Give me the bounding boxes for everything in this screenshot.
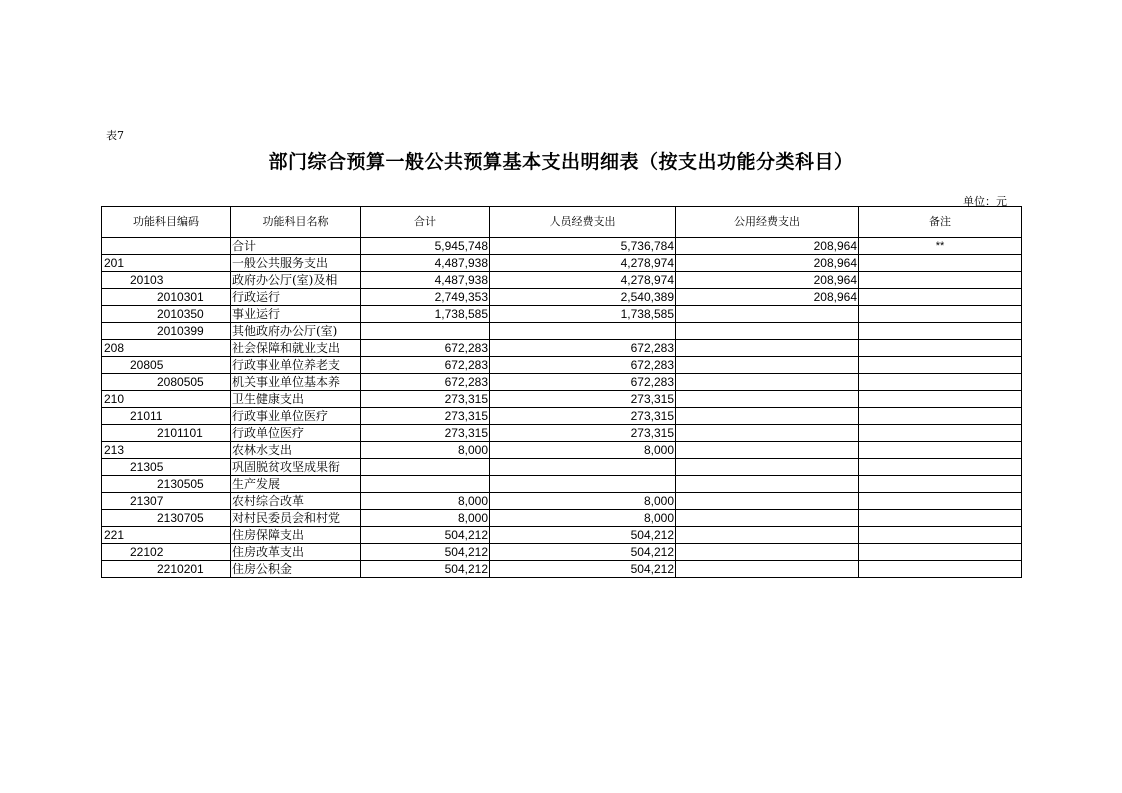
cell-code [102,238,231,255]
cell-note [859,561,1022,578]
cell-name: 农村综合改革 [231,493,361,510]
header-personnel: 人员经费支出 [490,207,676,238]
table-row [102,374,1022,391]
table-row [102,408,1022,425]
cell-personnel: 4,278,974 [490,255,676,272]
cell-public [676,561,859,578]
header-row [102,207,1022,238]
table-row [102,340,1022,357]
cell-public [676,527,859,544]
cell-note [859,459,1022,476]
table-row [102,272,1022,289]
cell-public [676,323,859,340]
cell-total: 5,945,748 [361,238,490,255]
cell-code: 21307 [102,493,231,510]
cell-note: ** [859,238,1022,255]
cell-note [859,442,1022,459]
cell-total: 8,000 [361,493,490,510]
table-row [102,476,1022,493]
cell-name: 行政事业单位养老支 [231,357,361,374]
header-code: 功能科目编码 [102,207,231,238]
cell-code: 210 [102,391,231,408]
cell-total [361,459,490,476]
unit-label: 单位：元 [963,195,1007,208]
cell-name: 对村民委员会和村党 [231,510,361,527]
cell-total: 504,212 [361,527,490,544]
cell-public [676,357,859,374]
cell-personnel [490,323,676,340]
cell-name: 住房改革支出 [231,544,361,561]
cell-code: 213 [102,442,231,459]
cell-personnel: 5,736,784 [490,238,676,255]
cell-note [859,527,1022,544]
table-row [102,425,1022,442]
cell-total: 8,000 [361,442,490,459]
cell-code: 2130705 [102,510,231,527]
cell-personnel: 2,540,389 [490,289,676,306]
cell-note [859,476,1022,493]
cell-total: 8,000 [361,510,490,527]
table-row [102,493,1022,510]
cell-personnel: 273,315 [490,391,676,408]
cell-public [676,408,859,425]
cell-personnel: 4,278,974 [490,272,676,289]
cell-code: 208 [102,340,231,357]
cell-name: 政府办公厅(室)及相 [231,272,361,289]
cell-code: 20805 [102,357,231,374]
cell-public [676,493,859,510]
cell-personnel: 8,000 [490,493,676,510]
cell-total: 1,738,585 [361,306,490,323]
cell-personnel: 672,283 [490,340,676,357]
table-row [102,323,1022,340]
cell-total: 4,487,938 [361,272,490,289]
cell-name: 机关事业单位基本养 [231,374,361,391]
cell-total: 273,315 [361,391,490,408]
cell-code: 20103 [102,272,231,289]
cell-total [361,323,490,340]
cell-total: 504,212 [361,544,490,561]
cell-note [859,544,1022,561]
cell-code: 2010350 [102,306,231,323]
cell-personnel: 273,315 [490,425,676,442]
cell-personnel [490,476,676,493]
cell-personnel: 8,000 [490,510,676,527]
cell-name: 生产发展 [231,476,361,493]
table-row [102,527,1022,544]
cell-total: 672,283 [361,374,490,391]
cell-public [676,425,859,442]
cell-name: 社会保障和就业支出 [231,340,361,357]
cell-public [676,374,859,391]
cell-personnel: 273,315 [490,408,676,425]
cell-public [676,476,859,493]
cell-note [859,493,1022,510]
cell-note [859,425,1022,442]
cell-note [859,391,1022,408]
cell-name: 事业运行 [231,306,361,323]
cell-code: 2010301 [102,289,231,306]
cell-public [676,510,859,527]
cell-total: 273,315 [361,408,490,425]
cell-public [676,459,859,476]
header-public: 公用经费支出 [676,207,859,238]
cell-public: 208,964 [676,289,859,306]
page-title: 部门综合预算一般公共预算基本支出明细表（按支出功能分类科目） [268,151,854,173]
table-row [102,238,1022,255]
cell-public: 208,964 [676,255,859,272]
table-body [102,238,1022,578]
header-total: 合计 [361,207,490,238]
cell-note [859,408,1022,425]
cell-total: 2,749,353 [361,289,490,306]
cell-code: 201 [102,255,231,272]
cell-total: 4,487,938 [361,255,490,272]
cell-code: 22102 [102,544,231,561]
cell-name: 住房保障支出 [231,527,361,544]
cell-code: 2010399 [102,323,231,340]
cell-name: 巩固脱贫攻坚成果衔 [231,459,361,476]
cell-note [859,289,1022,306]
cell-code: 2130505 [102,476,231,493]
cell-public: 208,964 [676,272,859,289]
cell-note [859,374,1022,391]
budget-table [101,206,1022,578]
cell-note [859,272,1022,289]
table-row [102,289,1022,306]
cell-total [361,476,490,493]
cell-personnel: 8,000 [490,442,676,459]
cell-note [859,510,1022,527]
cell-name: 合计 [231,238,361,255]
cell-public [676,340,859,357]
cell-personnel: 504,212 [490,561,676,578]
header-name: 功能科目名称 [231,207,361,238]
table-row [102,391,1022,408]
cell-name: 行政运行 [231,289,361,306]
cell-public [676,391,859,408]
cell-total: 273,315 [361,425,490,442]
cell-public [676,306,859,323]
cell-note [859,340,1022,357]
cell-code: 2210201 [102,561,231,578]
cell-code: 2080505 [102,374,231,391]
cell-name: 其他政府办公厅(室) [231,323,361,340]
table-row [102,561,1022,578]
cell-personnel: 1,738,585 [490,306,676,323]
cell-personnel [490,459,676,476]
table-row [102,510,1022,527]
table-row [102,306,1022,323]
cell-public: 208,964 [676,238,859,255]
cell-name: 农林水支出 [231,442,361,459]
cell-public [676,442,859,459]
cell-name: 住房公积金 [231,561,361,578]
table-number: 表7 [106,129,124,142]
table-row [102,544,1022,561]
cell-code: 221 [102,527,231,544]
cell-total: 504,212 [361,561,490,578]
cell-total: 672,283 [361,357,490,374]
cell-note [859,255,1022,272]
table-row [102,255,1022,272]
cell-name: 卫生健康支出 [231,391,361,408]
table-row [102,442,1022,459]
cell-personnel: 504,212 [490,544,676,561]
cell-personnel: 504,212 [490,527,676,544]
cell-total: 672,283 [361,340,490,357]
cell-note [859,306,1022,323]
table-row [102,459,1022,476]
cell-name: 行政事业单位医疗 [231,408,361,425]
table-row [102,357,1022,374]
header-note: 备注 [859,207,1022,238]
cell-code: 2101101 [102,425,231,442]
cell-name: 行政单位医疗 [231,425,361,442]
cell-public [676,544,859,561]
cell-personnel: 672,283 [490,357,676,374]
cell-code: 21305 [102,459,231,476]
cell-code: 21011 [102,408,231,425]
cell-note [859,323,1022,340]
cell-name: 一般公共服务支出 [231,255,361,272]
cell-personnel: 672,283 [490,374,676,391]
cell-note [859,357,1022,374]
